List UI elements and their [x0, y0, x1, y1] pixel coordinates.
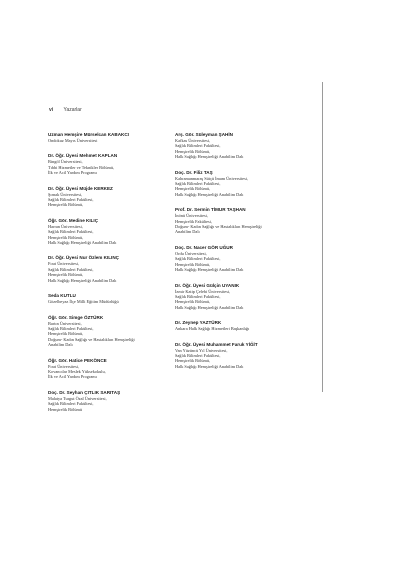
- author-affiliation-line: İlk ve Acil Yardım Programı: [48, 374, 97, 380]
- author-entry: [48, 293, 166, 304]
- author-entry: [48, 132, 166, 143]
- author-entry: [175, 320, 293, 331]
- author-entry: [48, 218, 166, 246]
- author-affiliation-line: Halk Sağlığı Hemşireliği Anabilim Dalı: [175, 191, 244, 197]
- author-affiliation-line: Bartın Üniversitesi,: [48, 320, 82, 326]
- author-affiliation-line: Hemşirelik Bölümü: [48, 406, 83, 412]
- author-name: Öğr. Gör. Medine KILIÇ: [48, 217, 99, 223]
- author-entry: [48, 358, 166, 380]
- author-name: Dr. Öğr. Üyesi Müjde KERKEZ: [48, 185, 113, 191]
- author-name: Öğr. Gör. Hatice PEKÖNCE: [48, 357, 107, 363]
- author-affiliation-line: Hemşirelik Bölümü,: [48, 234, 84, 240]
- author-affiliation-line: Fırat Üniversitesi,: [48, 363, 80, 369]
- author-affiliation-line: Harran Üniversitesi,: [48, 223, 83, 229]
- author-affiliation-line: Hemşirelik Bölümü,: [48, 331, 84, 337]
- author-affiliation-line: Sağlık Bilimleri Fakültesi,: [48, 229, 94, 235]
- author-name: Arş. Gör. Süleyman ŞAHİN: [175, 132, 233, 137]
- author-name: Seda KUTLU: [48, 293, 76, 299]
- author-affiliation-line: Ankara Halk Sağlığı Hizmetleri Başkanlığı: [175, 326, 250, 332]
- author-affiliation-line: Anabilim Dalı: [48, 342, 73, 348]
- author-affiliation-line: Doğum- Kadın Sağlığı ve Hastalıkları Hemşireliği: [48, 336, 135, 342]
- page-number: vi: [49, 107, 54, 113]
- author-affiliation-line: İlk ve Acil Yardım Programı: [48, 170, 97, 176]
- author-affiliation-line: Halk Sağlığı Hemşireliği Anabilim Dalı: [175, 154, 244, 160]
- author-affiliation-line: Hemşirelik Bölümü,: [175, 261, 211, 267]
- author-entry: [48, 315, 166, 348]
- author-affiliation-line: Gözelbeyaz İlçe Milli Eğitim Müdürlüğü: [48, 299, 119, 305]
- author-name: Dr. Öğr. Üyesi Gülçin UYANIK: [175, 282, 240, 288]
- author-name: Uzman Hemşire Mürselcan KABAKCI: [48, 132, 129, 137]
- author-affiliation-line: Doğum- Kadın Sağlığı ve Hastalıkları Hemşireliği: [175, 224, 262, 230]
- author-affiliation-line: Sağlık Bilimleri Fakültesi,: [48, 401, 94, 407]
- author-affiliation-line: Sağlık Bilimleri Fakültesi,: [175, 143, 221, 149]
- author-affiliation-line: Tıbbi Hizmetler ve Teknikler Bölümü,: [48, 164, 115, 170]
- author-affiliation-line: Ordu Üniversitesi,: [175, 250, 207, 256]
- author-affiliation-line: Sağlık Bilimleri Fakültesi,: [48, 325, 94, 331]
- author-affiliation-line: Sağlık Bilimleri Fakültesi,: [175, 256, 221, 262]
- author-affiliation-line: İnönü Üniversitesi,: [175, 213, 208, 219]
- author-affiliation-line: Hemşirelik Fakültesi,: [175, 218, 212, 224]
- author-affiliation-line: Sağlık Bilimleri Fakültesi,: [175, 293, 221, 299]
- author-entry: [175, 132, 293, 160]
- author-affiliation-line: Fırat Üniversitesi,: [48, 261, 80, 267]
- right-author-column: [175, 132, 293, 379]
- author-name: Öğr. Gör. Simge ÖZTÜRK: [48, 314, 104, 320]
- author-name: Prof. Dr. Sermin TİMUR TAŞHAN: [175, 207, 246, 213]
- author-affiliation-line: Anabilim Dalı: [175, 229, 200, 235]
- author-affiliation-line: İzmir Katip Çelebi Üniversitesi,: [175, 288, 231, 294]
- author-affiliation-line: Van Yüzüncü Yıl Üniversitesi,: [175, 347, 228, 353]
- author-affiliation-line: Halk Sağlığı Hemşireliği Anabilim Dalı: [175, 363, 244, 369]
- author-affiliation-line: Sağlık Bilimleri Fakültesi,: [175, 352, 221, 358]
- section-title: Yazarlar: [63, 107, 82, 113]
- author-affiliation-line: Kovancılar Meslek Yüksekokulu,: [48, 368, 106, 374]
- author-entry: [48, 186, 166, 208]
- author-affiliation-line: Bingöl Üniversitesi,: [48, 159, 83, 165]
- author-affiliation-line: Halk Sağlığı Hemşireliği Anabilim Dalı: [48, 240, 117, 246]
- author-affiliation-line: Hemşirelik Bölümü,: [48, 272, 84, 278]
- author-name: Dr. Öğr. Üyesi Mehmet KAPLAN: [48, 153, 118, 159]
- margin-rule: [322, 82, 323, 392]
- author-affiliation-line: Kafkas Üniversitesi,: [175, 138, 211, 143]
- author-name: Doç. Dr. Nacer GÖR UĞUR: [175, 244, 233, 250]
- author-entry: [175, 342, 293, 370]
- author-entry: [48, 390, 166, 412]
- author-affiliation-line: Sağlık Bilimleri Fakültesi,: [48, 266, 94, 272]
- author-name: Dr. Zeynep YAZTÜRK: [175, 320, 222, 326]
- author-entry: [175, 283, 293, 311]
- author-affiliation-line: Halk Sağlığı Hemşireliği Anabilim Dalı: [175, 304, 244, 310]
- author-affiliation-line: Hemşirelik Bölümü,: [175, 186, 211, 192]
- author-affiliation-line: Halk Sağlığı Hemşireliği Anabilim Dalı: [175, 267, 244, 273]
- author-affiliation-line: Malatya Turgut Özal Üniversitesi,: [48, 395, 107, 401]
- author-name: Dr. Öğr. Üyesi Nur Özlem KILINÇ: [48, 255, 119, 261]
- author-entry: [175, 245, 293, 273]
- author-entry: [48, 255, 166, 283]
- author-affiliation-line: Şırnak Üniversitesi,: [48, 191, 83, 197]
- author-affiliation-line: Hemşirelik Bölümü,: [175, 358, 211, 364]
- author-affiliation-line: Halk Sağlığı Hemşireliği Anabilim Dalı: [48, 277, 117, 283]
- author-affiliation-line: Hemşirelik Bölümü,: [175, 148, 211, 154]
- author-entry: [175, 207, 293, 235]
- author-affiliation-line: Kahramanmaraş Sütçü İmam Üniversitesi,: [175, 175, 249, 181]
- author-affiliation-line: Ondokuz Mayıs Üniversitesi: [48, 138, 98, 143]
- author-affiliation-line: Hemşirelik Bölümü,: [48, 202, 84, 208]
- author-affiliation-line: Sağlık Bilimleri Fakültesi,: [48, 197, 94, 203]
- author-name: Dr. Öğr. Üyesi Muhammet Faruk YİĞİT: [175, 341, 258, 347]
- author-entry: [175, 170, 293, 198]
- author-name: Doç. Dr. Filiz TAŞ: [175, 169, 213, 175]
- author-name: Doç. Dr. Seyhan ÇITLIK SARITAŞ: [48, 389, 121, 395]
- author-affiliation-line: Sağlık Bilimleri Fakültesi,: [175, 181, 221, 187]
- author-affiliation-line: Hemşirelik Bölümü,: [175, 299, 211, 305]
- left-author-column: [48, 132, 166, 422]
- author-entry: [48, 153, 166, 175]
- page-header: [49, 107, 82, 113]
